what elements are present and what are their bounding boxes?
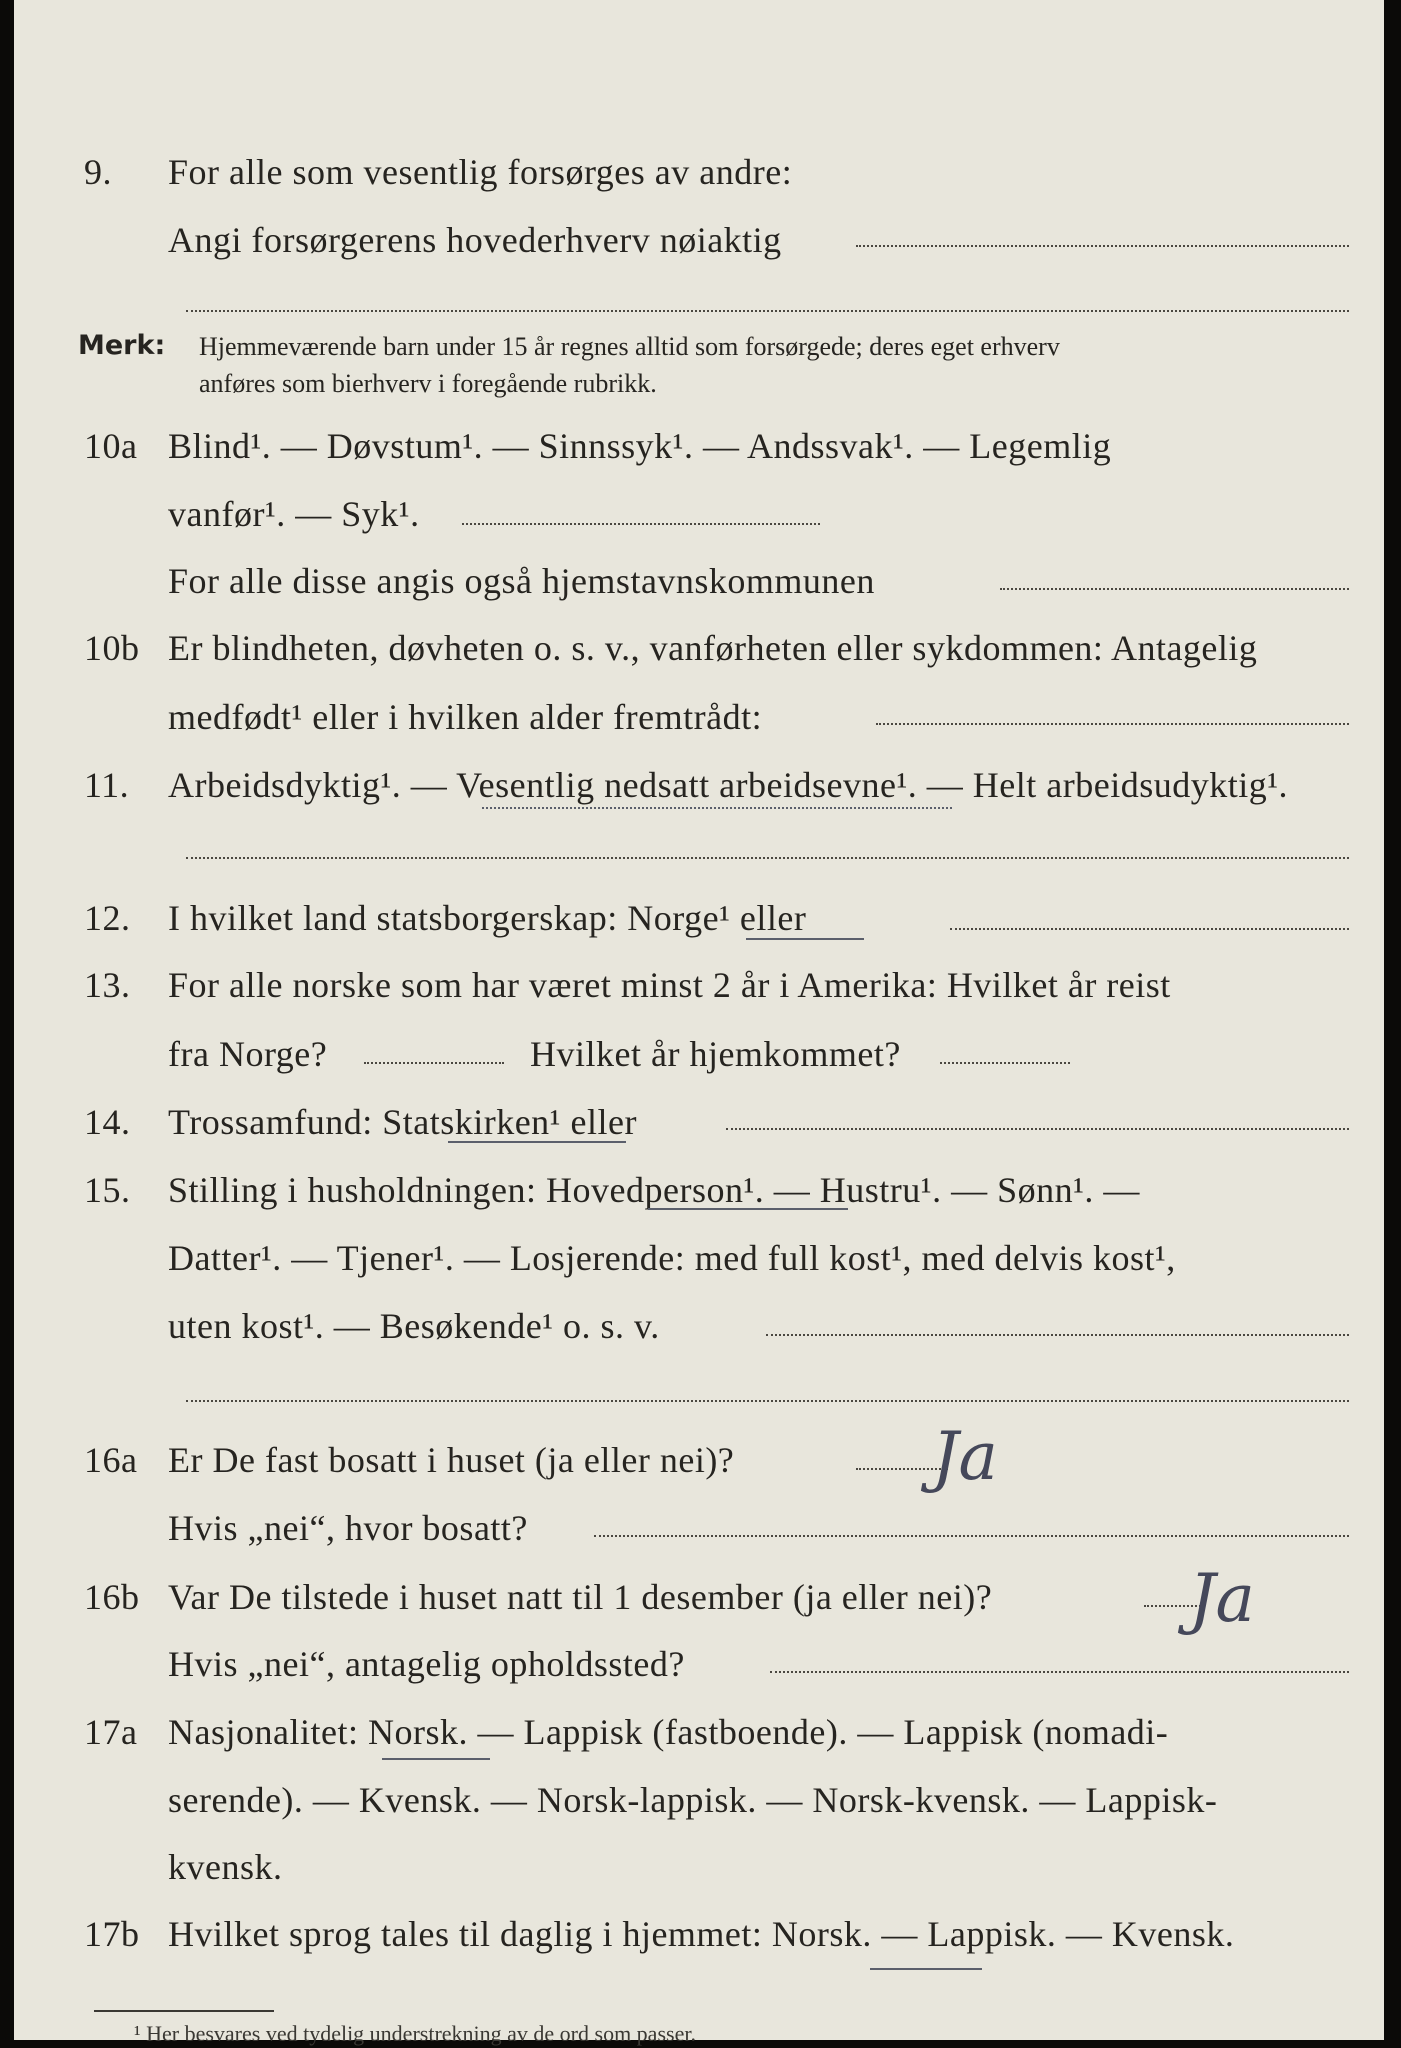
q16b-text-line1: Var De tilstede i huset natt til 1 desember (ja eller nei)? bbox=[168, 1577, 993, 1617]
q13-text-line1: For alle norske som har været minst 2 år i Amerika: Hvilket år reist bbox=[168, 965, 1171, 1005]
q14-answer-line[interactable] bbox=[726, 1128, 1349, 1130]
q15-number: 15. bbox=[84, 1170, 131, 1210]
merk-line2: anføres som bierhverv i foregående rubrikk. bbox=[199, 369, 657, 398]
q13-number: 13. bbox=[84, 965, 131, 1005]
q13-reist-line[interactable] bbox=[364, 1062, 504, 1064]
q16b-opholdssted-line[interactable] bbox=[770, 1671, 1349, 1673]
q10a-hjemstavn-line[interactable] bbox=[1000, 588, 1349, 590]
q12-answer-line[interactable] bbox=[950, 928, 1349, 930]
q16b-handwritten-answer: Ja bbox=[1189, 1560, 1255, 1637]
q16b-number: 16b bbox=[84, 1577, 140, 1617]
q10b-text-line1: Er blindheten, døvheten o. s. v., vanførheten eller sykdommen: Antagelig bbox=[168, 628, 1258, 668]
q14-handwritten-underline bbox=[448, 1141, 626, 1143]
q11-number: 11. bbox=[84, 765, 130, 805]
q15-handwritten-underline bbox=[648, 1208, 848, 1210]
q16a-handwritten-answer: Ja bbox=[932, 1418, 998, 1495]
q17a-text-line2: serende). — Kvensk. — Norsk-lappisk. — Norsk-kvensk. — Lappisk- bbox=[168, 1780, 1218, 1820]
q10a-answer-line[interactable] bbox=[462, 523, 820, 525]
q10b-text-line2: medfødt¹ eller i hvilken alder fremtrådt: bbox=[168, 697, 763, 737]
q11-handwritten-underline bbox=[482, 807, 952, 809]
q13-hjemkommet-line[interactable] bbox=[940, 1062, 1070, 1064]
q17b-handwritten-underline bbox=[870, 1968, 982, 1970]
q15-text-line1: Stilling i husholdningen: Hovedperson¹. — Hustru¹. — Sønn¹. — bbox=[168, 1170, 1140, 1210]
census-form-page bbox=[14, 0, 1384, 2046]
q17a-text-line1: Nasjonalitet: Norsk. — Lappisk (fastboende). — Lappisk (nomadi- bbox=[168, 1712, 1169, 1752]
q15-text-line2: Datter¹. — Tjener¹. — Losjerende: med full kost¹, med delvis kost¹, bbox=[168, 1238, 1176, 1278]
q12-handwritten-underline bbox=[746, 938, 864, 940]
q9-answer-line[interactable] bbox=[856, 245, 1349, 247]
q15-answer-line[interactable] bbox=[766, 1334, 1349, 1336]
q16a-text-line2: Hvis „nei“, hvor bosatt? bbox=[168, 1508, 528, 1548]
q13-text-line2b: Hvilket år hjemkommet? bbox=[530, 1034, 901, 1074]
q14-text-line1: Trossamfund: Statskirken¹ eller bbox=[168, 1102, 637, 1142]
q10a-text-line1: Blind¹. — Døvstum¹. — Sinnssyk¹. — Andssvak¹. — Legemlig bbox=[168, 426, 1112, 466]
merk-label: Merk: bbox=[78, 330, 166, 361]
q12-number: 12. bbox=[84, 898, 131, 938]
q11-answer-line[interactable] bbox=[186, 857, 1349, 859]
q16a-text-line1: Er De fast bosatt i huset (ja eller nei)? bbox=[168, 1440, 735, 1480]
q9-number: 9. bbox=[84, 152, 112, 192]
q17a-handwritten-underline bbox=[382, 1758, 490, 1760]
q17a-text-line3: kvensk. bbox=[168, 1847, 283, 1887]
q9-text-line1: For alle som vesentlig forsørges av andre: bbox=[168, 152, 793, 192]
q10a-text-line2: vanfør¹. — Syk¹. bbox=[168, 494, 420, 534]
q16a-bosatt-line[interactable] bbox=[594, 1535, 1349, 1537]
q17a-number: 17a bbox=[84, 1712, 138, 1752]
q17b-number: 17b bbox=[84, 1914, 140, 1954]
q16a-number: 16a bbox=[84, 1440, 138, 1480]
q12-text-line1: I hvilket land statsborgerskap: Norge¹ eller bbox=[168, 898, 807, 938]
footnote-text: ¹ Her besvares ved tydelig understrekning av de ord som passer. bbox=[134, 2021, 696, 2046]
q15-answer-line-2[interactable] bbox=[186, 1400, 1349, 1402]
q10b-number: 10b bbox=[84, 628, 140, 668]
q13-text-line2a: fra Norge? bbox=[168, 1034, 328, 1074]
q10a-text-line3: For alle disse angis også hjemstavnskommunen bbox=[168, 561, 875, 601]
q17b-text-line1: Hvilket sprog tales til daglig i hjemmet: Norsk. — Lappisk. — Kvensk. bbox=[168, 1914, 1235, 1954]
q9-text-line2: Angi forsørgerens hovederhverv nøiaktig bbox=[168, 220, 782, 260]
footnote-rule bbox=[94, 2010, 274, 2012]
q9-answer-line-2[interactable] bbox=[186, 310, 1349, 312]
q14-number: 14. bbox=[84, 1102, 131, 1142]
q16b-text-line2: Hvis „nei“, antagelig opholdssted? bbox=[168, 1644, 685, 1684]
merk-line1: Hjemmeværende barn under 15 år regnes alltid som forsørgede; deres eget erhverv bbox=[199, 332, 1060, 361]
q11-text-line1: Arbeidsdyktig¹. — Vesentlig nedsatt arbeidsevne¹. — Helt arbeidsudyktig¹. bbox=[168, 765, 1289, 805]
merk-note bbox=[199, 328, 1349, 402]
q15-text-line3: uten kost¹. — Besøkende¹ o. s. v. bbox=[168, 1306, 660, 1346]
q10b-answer-line[interactable] bbox=[876, 723, 1349, 725]
q10a-number: 10a bbox=[84, 426, 138, 466]
